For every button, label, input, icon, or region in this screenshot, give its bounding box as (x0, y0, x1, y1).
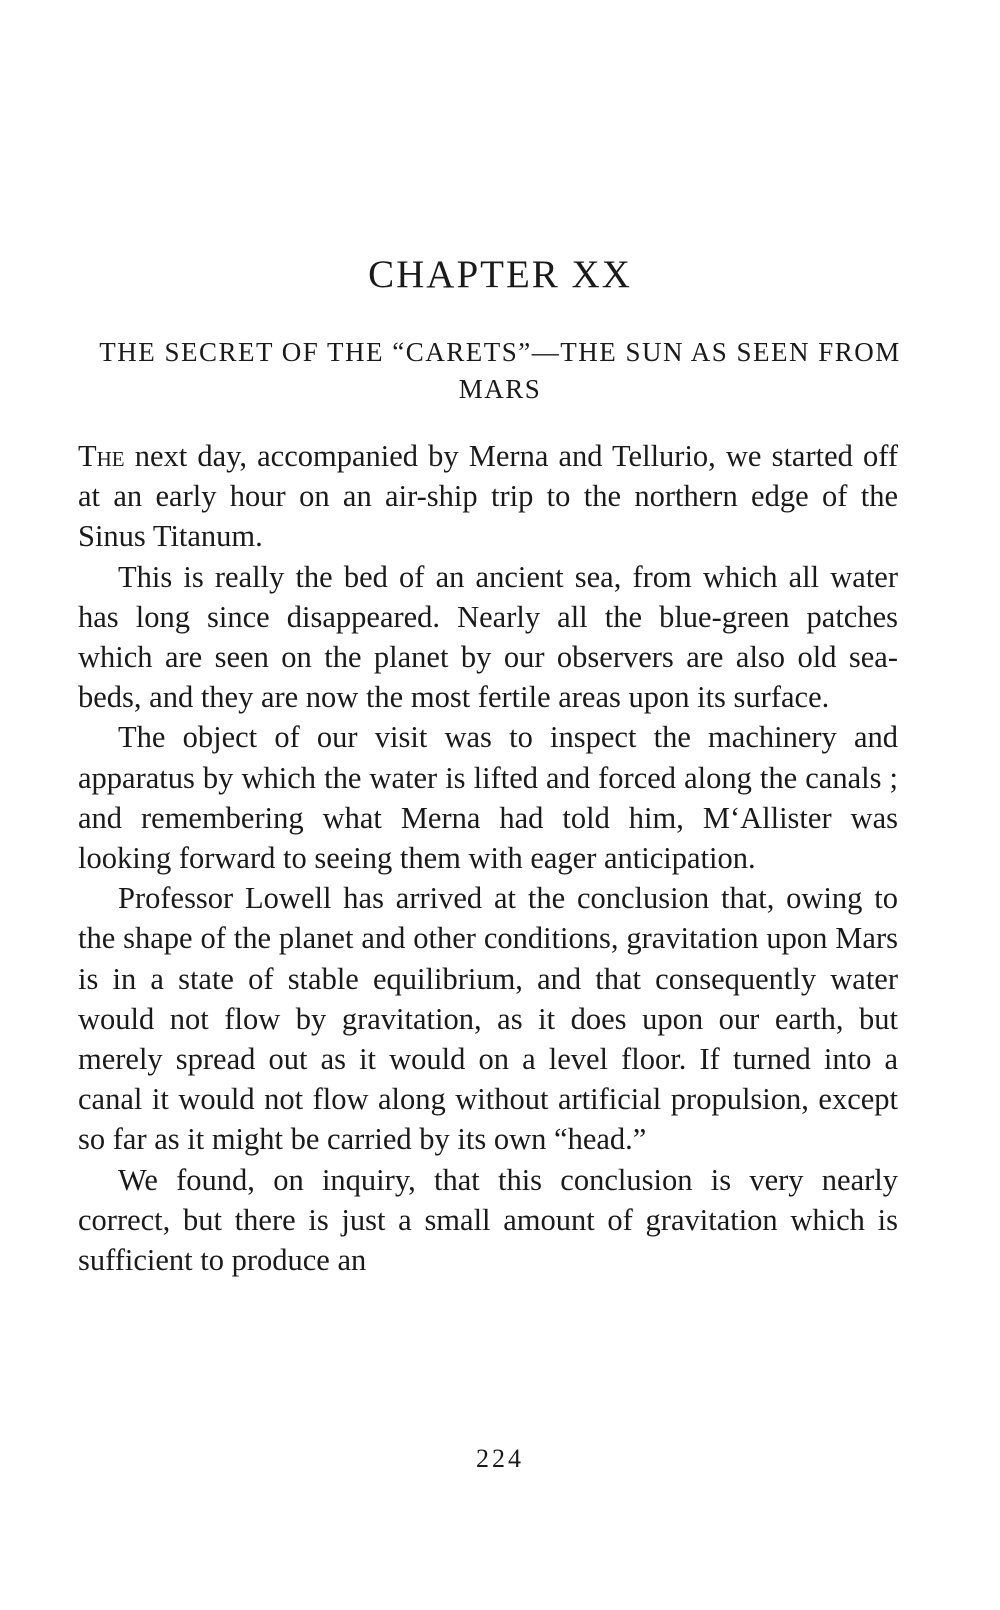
paragraph: The object of our visit was to inspect the machinery and apparatus by which the water is lifted and forced along the canals ; and remembering what Merna had told him, M‘Allister was looking forward to seeing them with eager anticipation. (78, 720, 898, 876)
paragraph (78, 436, 898, 557)
paragraph-text: next day, accompanied by Merna and Tellurio, we started off at an early hour on an air-ship trip to the northern edge of the Sinus Titanum. (78, 439, 898, 554)
chapter-body (78, 436, 898, 1280)
paragraph: We found, on inquiry, that this conclusion is very nearly correct, but there is just a small amount of gravitation which is sufficient to produce an (78, 1162, 898, 1278)
chapter-title: CHAPTER XX (368, 253, 632, 296)
page-number: 224 (476, 1444, 524, 1473)
chapter-subtitle: THE SECRET OF THE “CARETS”—THE SUN AS SEEN FROM MARS (99, 337, 901, 404)
paragraph: This is really the bed of an ancient sea, from which all water has long since disappeared. Nearly all the blue-green patches which are seen on the planet by our observers are also old sea-beds, and they are now the most fertile areas upon its surface. (78, 559, 898, 715)
paragraph: Professor Lowell has arrived at the conclusion that, owing to the shape of the planet and other conditions, gravitation upon Mars is in a state of stable equilibrium, and that consequently water would not flow by gravitation, as it does upon our earth, but merely spread out as it would on a level floor. If turned into a canal it would not flow along without artificial propulsion, except so far as it might be carried by its own “head.” (78, 881, 898, 1157)
paragraph-lead-word: The (78, 439, 125, 473)
